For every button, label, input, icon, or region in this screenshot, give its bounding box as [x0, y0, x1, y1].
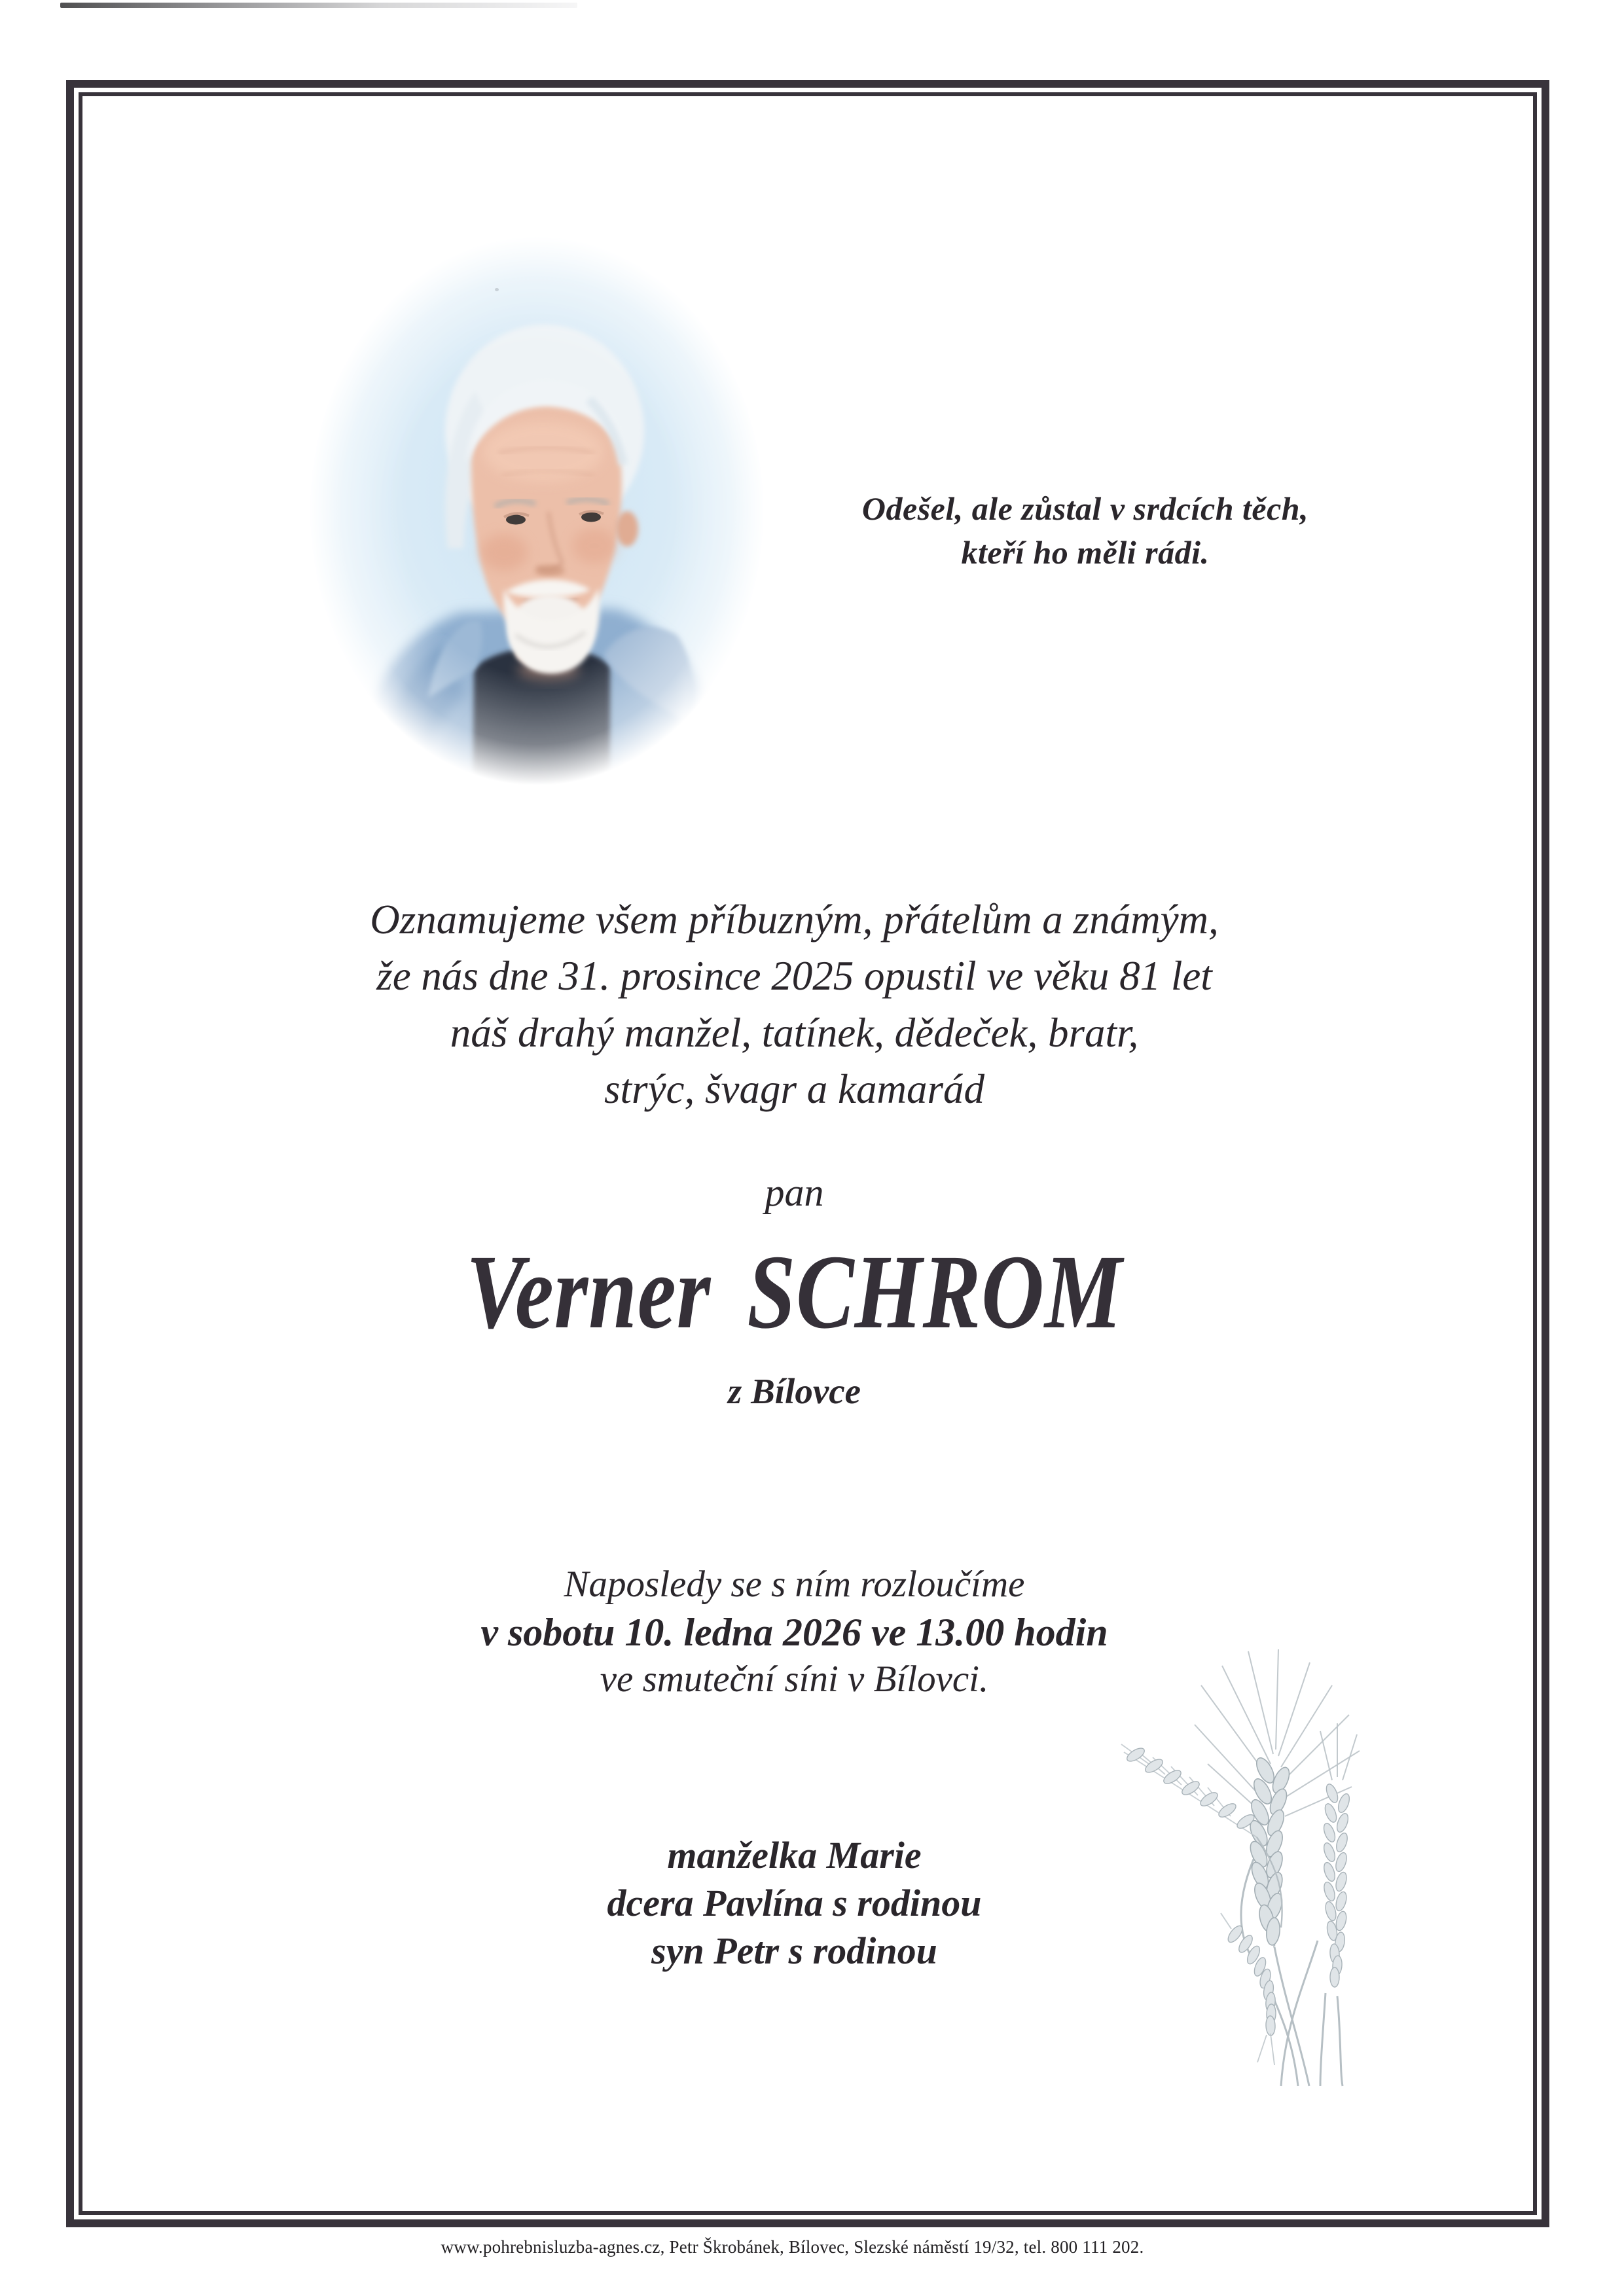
- death-announcement: [0, 891, 1606, 1117]
- mourner-daughter: dcera Pavlína s rodinou: [607, 1882, 982, 1925]
- announcement-line2: že nás dne 31. prosince 2025 opustil ve věku 81 let: [376, 953, 1212, 999]
- mourner-son: syn Petr s rodinou: [651, 1929, 937, 1973]
- announcement-line4: strýc, švagr a kamarád: [604, 1066, 984, 1112]
- wheat-illustration-icon: [1110, 1646, 1404, 2088]
- memorial-quote: [817, 487, 1354, 574]
- farewell-place: ve smuteční síni v Bílovci.: [600, 1659, 989, 1700]
- deceased-name: Verner SCHROM: [466, 1234, 1123, 1351]
- wheat-icon: [1110, 1646, 1404, 2088]
- deceased-origin: z Bílovce: [727, 1371, 861, 1411]
- farewell-date-time: v sobotu 10. ledna 2026 ve 13.00 hodin: [480, 1610, 1108, 1654]
- mourner-wife: manželka Marie: [667, 1834, 922, 1876]
- announcement-line1: Oznamujeme všem příbuzným, přátelům a známým,: [370, 897, 1219, 942]
- scan-artifact-line: [60, 3, 577, 8]
- farewell-line1: Naposledy se s ním rozloučíme: [564, 1564, 1025, 1605]
- memorial-quote-line2: kteří ho měli rádi.: [961, 533, 1210, 571]
- funeral-home-contact: www.pohrebnisluzba-agnes.cz, Petr Škrobánek, Bílovec, Slezské náměstí 19/32, tel. 800 111 202.: [441, 2237, 1144, 2257]
- portrait-icon: [308, 236, 766, 785]
- honorific: pan: [765, 1171, 824, 1214]
- memorial-quote-line1: Odešel, ale zůstal v srdcích těch,: [861, 490, 1309, 527]
- announcement-line3: náš drahý manžel, tatínek, dědeček, bratr,: [450, 1009, 1139, 1056]
- deceased-portrait-photo-icon: [308, 236, 766, 785]
